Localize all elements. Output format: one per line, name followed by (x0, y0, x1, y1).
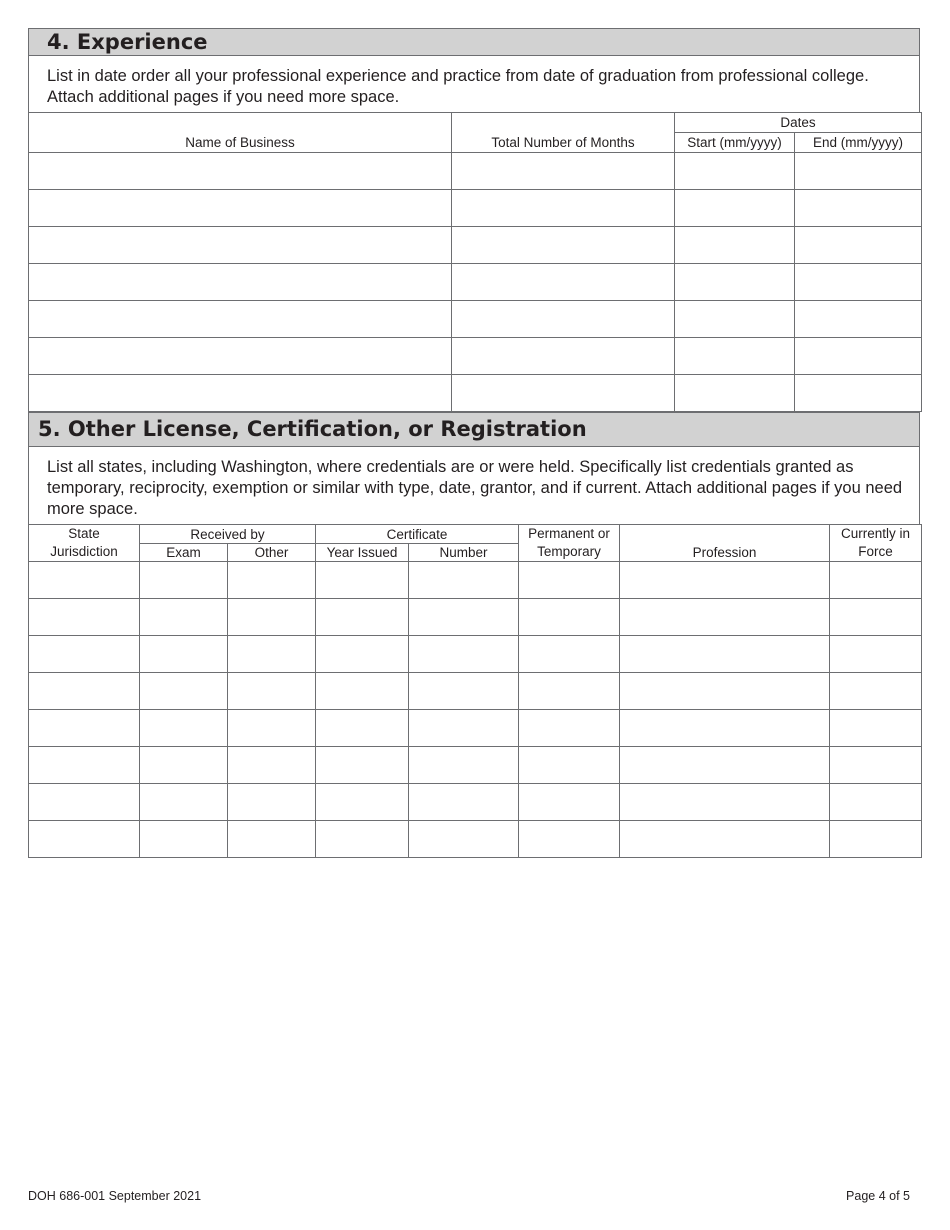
certificate-number-cell[interactable] (409, 784, 519, 821)
header-name-of-business: Name of Business (29, 113, 452, 153)
permanent-temporary-cell[interactable] (519, 747, 620, 784)
profession-cell[interactable] (620, 599, 830, 636)
received-other-cell[interactable] (228, 710, 316, 747)
header-number: Number (409, 544, 519, 562)
header-state-line1: State (68, 526, 100, 541)
received-exam-cell[interactable] (140, 821, 228, 858)
header-state-jurisdiction (29, 525, 140, 562)
experience-row (29, 190, 922, 227)
end-date-cell[interactable] (795, 153, 922, 190)
received-exam-cell[interactable] (140, 562, 228, 599)
state-jurisdiction-cell[interactable] (29, 747, 140, 784)
state-jurisdiction-cell[interactable] (29, 821, 140, 858)
end-date-cell[interactable] (795, 190, 922, 227)
permanent-temporary-cell[interactable] (519, 599, 620, 636)
year-issued-cell[interactable] (316, 673, 409, 710)
received-other-cell[interactable] (228, 562, 316, 599)
received-other-cell[interactable] (228, 747, 316, 784)
received-exam-cell[interactable] (140, 599, 228, 636)
header-end-date: End (mm/yyyy) (795, 133, 922, 153)
profession-cell[interactable] (620, 821, 830, 858)
license-table (28, 524, 922, 858)
header-start-date: Start (mm/yyyy) (675, 133, 795, 153)
profession-cell[interactable] (620, 562, 830, 599)
section-4-title: 4. Experience (28, 28, 920, 56)
section-5-instructions: List all states, including Washington, where credentials are or were held. Specifically list credentials granted as temporary, reciprocity, exemption or similar with type, date, grantor, and if current. Attach additional pages if you need more space. (28, 447, 920, 524)
total-months-cell[interactable] (452, 375, 675, 412)
state-jurisdiction-cell[interactable] (29, 710, 140, 747)
currently-in-force-cell[interactable] (830, 636, 922, 673)
business-name-cell[interactable] (29, 375, 452, 412)
state-jurisdiction-cell[interactable] (29, 784, 140, 821)
profession-cell[interactable] (620, 784, 830, 821)
received-other-cell[interactable] (228, 636, 316, 673)
header-perm-line2: Temporary (537, 544, 601, 559)
header-other: Other (228, 544, 316, 562)
currently-in-force-cell[interactable] (830, 673, 922, 710)
header-total-months: Total Number of Months (452, 113, 675, 153)
state-jurisdiction-cell[interactable] (29, 599, 140, 636)
received-other-cell[interactable] (228, 599, 316, 636)
received-other-cell[interactable] (228, 784, 316, 821)
start-date-cell[interactable] (675, 227, 795, 264)
profession-cell[interactable] (620, 673, 830, 710)
header-state-line2: Jurisdiction (50, 544, 118, 559)
header-exam: Exam (140, 544, 228, 562)
received-exam-cell[interactable] (140, 747, 228, 784)
received-exam-cell[interactable] (140, 710, 228, 747)
total-months-cell[interactable] (452, 153, 675, 190)
permanent-temporary-cell[interactable] (519, 636, 620, 673)
license-row (29, 599, 922, 636)
header-certificate: Certificate (316, 525, 519, 544)
certificate-number-cell[interactable] (409, 562, 519, 599)
license-row (29, 673, 922, 710)
header-received-by: Received by (140, 525, 316, 544)
business-name-cell[interactable] (29, 338, 452, 375)
start-date-cell[interactable] (675, 264, 795, 301)
profession-cell[interactable] (620, 747, 830, 784)
start-date-cell[interactable] (675, 375, 795, 412)
received-exam-cell[interactable] (140, 784, 228, 821)
end-date-cell[interactable] (795, 227, 922, 264)
received-other-cell[interactable] (228, 821, 316, 858)
business-name-cell[interactable] (29, 301, 452, 338)
year-issued-cell[interactable] (316, 747, 409, 784)
received-exam-cell[interactable] (140, 673, 228, 710)
start-date-cell[interactable] (675, 153, 795, 190)
header-perm-line1: Permanent or (528, 526, 610, 541)
license-row (29, 562, 922, 599)
year-issued-cell[interactable] (316, 562, 409, 599)
start-date-cell[interactable] (675, 338, 795, 375)
permanent-temporary-cell[interactable] (519, 710, 620, 747)
header-dates: Dates (675, 113, 922, 133)
currently-in-force-cell[interactable] (830, 710, 922, 747)
end-date-cell[interactable] (795, 264, 922, 301)
license-row (29, 821, 922, 858)
header-current-line2: Force (858, 544, 893, 559)
header-year-issued: Year Issued (316, 544, 409, 562)
section-5-title: 5. Other License, Certification, or Registration (28, 412, 920, 447)
currently-in-force-cell[interactable] (830, 599, 922, 636)
end-date-cell[interactable] (795, 301, 922, 338)
total-months-cell[interactable] (452, 227, 675, 264)
experience-row (29, 301, 922, 338)
license-row (29, 710, 922, 747)
currently-in-force-cell[interactable] (830, 747, 922, 784)
certificate-number-cell[interactable] (409, 599, 519, 636)
license-row (29, 784, 922, 821)
header-currently-in-force (830, 525, 922, 562)
certificate-number-cell[interactable] (409, 636, 519, 673)
permanent-temporary-cell[interactable] (519, 821, 620, 858)
license-row (29, 636, 922, 673)
experience-row (29, 338, 922, 375)
received-other-cell[interactable] (228, 673, 316, 710)
experience-row (29, 375, 922, 412)
experience-table (28, 112, 922, 412)
experience-row (29, 227, 922, 264)
state-jurisdiction-cell[interactable] (29, 673, 140, 710)
experience-row (29, 153, 922, 190)
state-jurisdiction-cell[interactable] (29, 636, 140, 673)
certificate-number-cell[interactable] (409, 673, 519, 710)
end-date-cell[interactable] (795, 375, 922, 412)
certificate-number-cell[interactable] (409, 821, 519, 858)
total-months-cell[interactable] (452, 301, 675, 338)
total-months-cell[interactable] (452, 190, 675, 227)
year-issued-cell[interactable] (316, 821, 409, 858)
header-permanent-temporary (519, 525, 620, 562)
header-profession: Profession (620, 525, 830, 562)
license-row (29, 747, 922, 784)
form-id: DOH 686-001 September 2021 (28, 1189, 202, 1203)
start-date-cell[interactable] (675, 301, 795, 338)
business-name-cell[interactable] (29, 190, 452, 227)
year-issued-cell[interactable] (316, 599, 409, 636)
year-issued-cell[interactable] (316, 784, 409, 821)
total-months-cell[interactable] (452, 264, 675, 301)
business-name-cell[interactable] (29, 153, 452, 190)
experience-row (29, 264, 922, 301)
received-exam-cell[interactable] (140, 636, 228, 673)
permanent-temporary-cell[interactable] (519, 784, 620, 821)
permanent-temporary-cell[interactable] (519, 562, 620, 599)
permanent-temporary-cell[interactable] (519, 673, 620, 710)
profession-cell[interactable] (620, 710, 830, 747)
section-4-instructions: List in date order all your professional experience and practice from date of graduation from professional college. Attach additional pages if you need more space. (28, 56, 920, 112)
certificate-number-cell[interactable] (409, 710, 519, 747)
end-date-cell[interactable] (795, 338, 922, 375)
currently-in-force-cell[interactable] (830, 821, 922, 858)
year-issued-cell[interactable] (316, 710, 409, 747)
business-name-cell[interactable] (29, 227, 452, 264)
header-current-line1: Currently in (841, 526, 911, 541)
total-months-cell[interactable] (452, 338, 675, 375)
business-name-cell[interactable] (29, 264, 452, 301)
certificate-number-cell[interactable] (409, 747, 519, 784)
currently-in-force-cell[interactable] (830, 562, 922, 599)
year-issued-cell[interactable] (316, 636, 409, 673)
currently-in-force-cell[interactable] (830, 784, 922, 821)
start-date-cell[interactable] (675, 190, 795, 227)
state-jurisdiction-cell[interactable] (29, 562, 140, 599)
profession-cell[interactable] (620, 636, 830, 673)
page-number: Page 4 of 5 (846, 1189, 910, 1203)
